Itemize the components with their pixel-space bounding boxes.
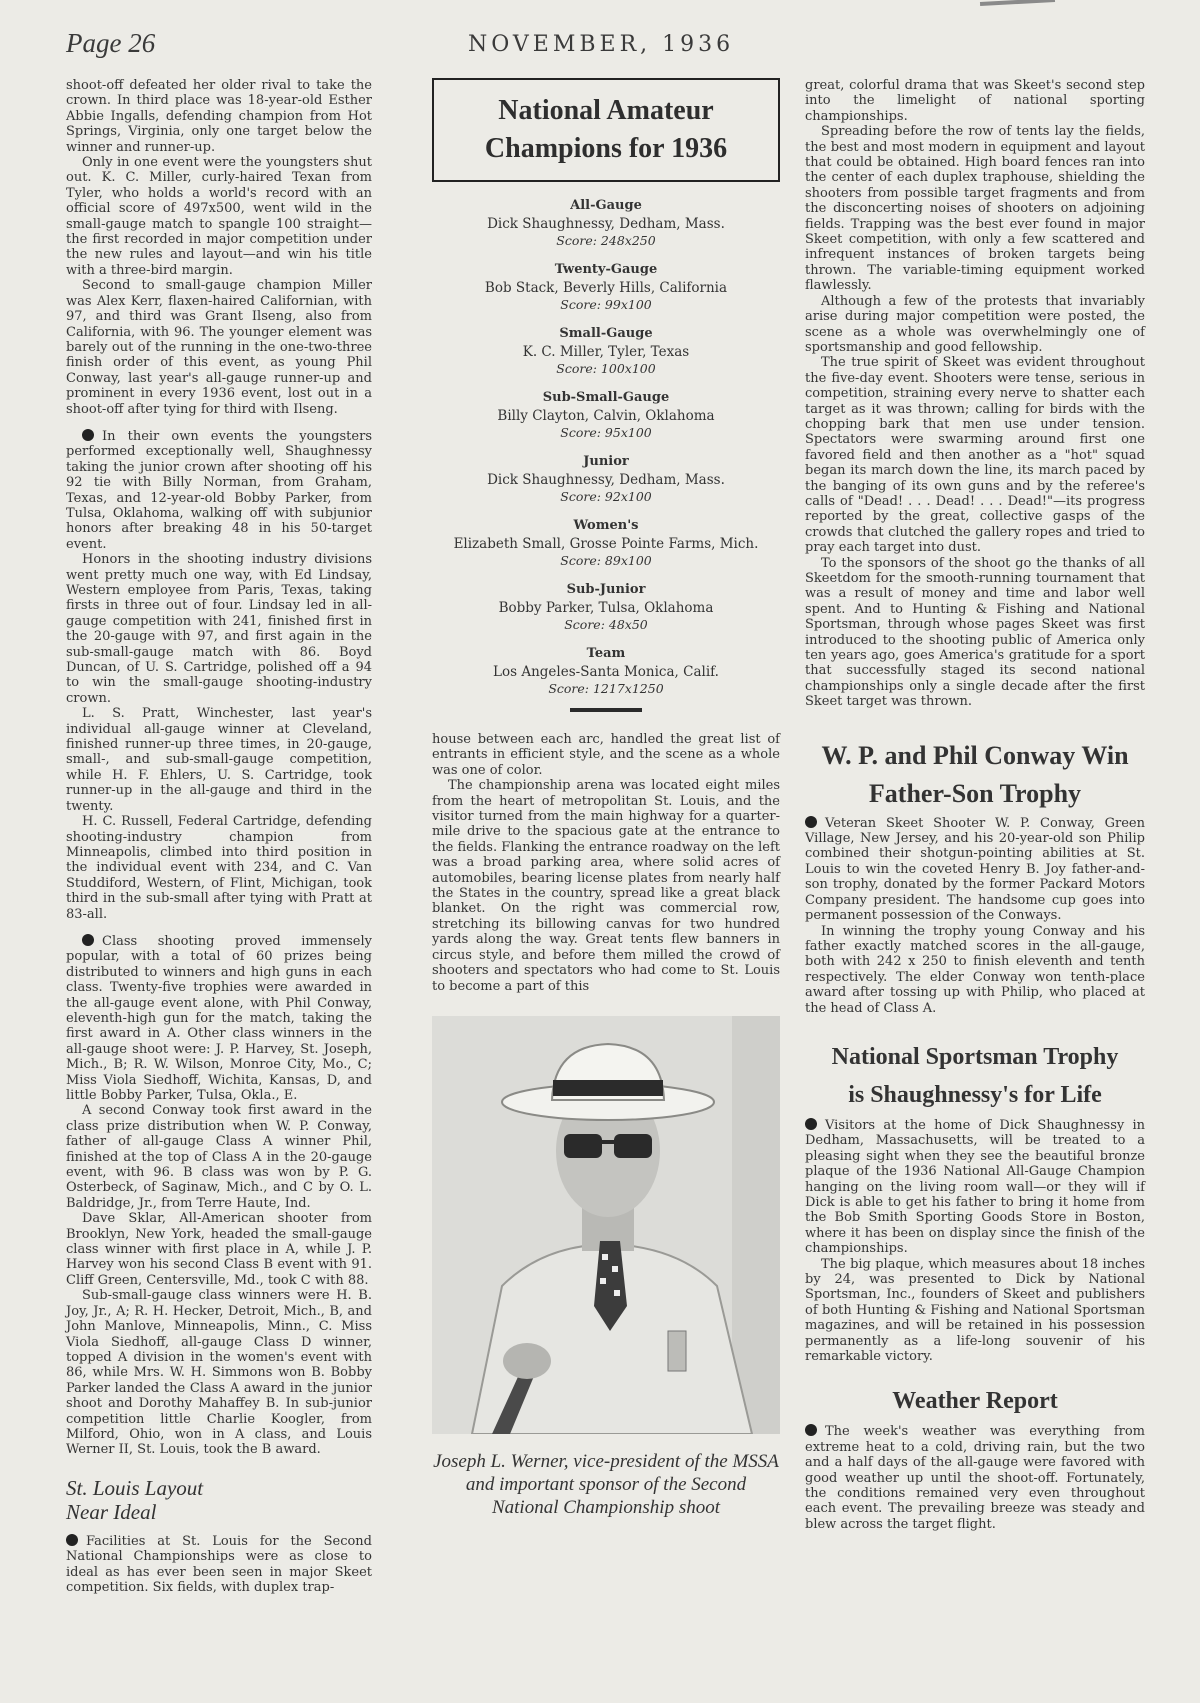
paragraph: L. S. Pratt, Winchester, last year's individual all-gauge winner at Cleveland, finished runner-up three times, in 20-gauge, small-, and sub-small-gauge competition, while H. F. Ehlers, U. S. Cartridge, took runner-up in the all-gauge and third in the twenty. [66, 706, 372, 814]
paragraph [66, 429, 372, 552]
category-name: All-Gauge [570, 198, 642, 213]
paragraph: To the sponsors of the shoot go the thanks of all Skeetdom for the smooth-running tournament that was a result of money and time and labor well spent. And to Hunting & Fishing and National Sportsman, through whose pages Skeet was first introduced to the shooting public of America only ten years ago, goes America's gratitude for a sport that successfully staged its second national championships only a single decade after the first Skeet target was thrown. [805, 555, 1145, 710]
middle-column [432, 78, 780, 1519]
champion-entry [432, 580, 780, 632]
category-name: Junior [583, 454, 629, 469]
champions-list [432, 196, 780, 696]
champion-entry [432, 196, 780, 248]
paragraph: The big plaque, which measures about 18 inches by 24, was presented to Dick by National Sportsman, Inc., founders of Skeet and publishers of both Hunting & Fishing and National Sportsman magazines, and will be retained in his possession permanently as a life-long souvenir of his remarkable victory. [805, 1256, 1145, 1365]
champion-score: Score: 89x100 [560, 553, 652, 568]
paragraph: great, colorful drama that was Skeet's second step into the limelight of national sporting championships. [805, 78, 1145, 124]
champion-entry [432, 260, 780, 312]
paragraph: H. C. Russell, Federal Cartridge, defending shooting-industry champion from Minneapolis, climbed into third position in the individual event with 234, and C. Van Studdiford, Western, of Flint, Michigan, took third in the sub-small after tying with Pratt at 83-all. [66, 814, 372, 922]
paragraph: Dave Sklar, All-American shooter from Brooklyn, New York, headed the small-gauge class winner with first place in A, while J. P. Harvey won his second Class B event with 91. Cliff Green, Centersville, Md., took C with 88. [66, 1211, 372, 1288]
edge-mark [980, 0, 1055, 6]
subhead-line: St. Louis Layout [66, 1475, 204, 1500]
section-heading: National Sportsman Trophy [831, 1043, 1119, 1070]
subhead-line: Near Ideal [66, 1499, 157, 1524]
section-heading: Father-Son Trophy [868, 778, 1082, 808]
bullet-icon [805, 1118, 817, 1130]
paragraph: Only in one event were the youngsters shut out. K. C. Miller, curly-haired Texan from Tyler, who holds a world's record with an official score of 497x500, went wild in the small-gauge match to spangle 100 straight—the first recorded in major competition under the new rules and layout—and win his title with a three-bird margin. [66, 155, 372, 278]
champions-box [432, 78, 780, 182]
champion-name: Elizabeth Small, Grosse Pointe Farms, Mich. [453, 536, 759, 552]
champion-entry [432, 516, 780, 568]
champion-name: Dick Shaughnessy, Dedham, Mass. [487, 216, 725, 232]
paragraph-text: Facilities at St. Louis for the Second National Championships were as close to ideal as has ever been seen in major Skeet competition. Six fields, with duplex trap- [66, 1533, 372, 1595]
champion-entry [432, 388, 780, 440]
champion-score: Score: 48x50 [564, 617, 648, 632]
champion-score: Score: 1217x1250 [548, 681, 664, 696]
bullet-icon [805, 816, 817, 828]
divider-rule [570, 708, 642, 712]
portrait-photo [432, 1016, 780, 1434]
champion-name: Billy Clayton, Calvin, Oklahoma [497, 408, 715, 424]
champion-name: Los Angeles-Santa Monica, Calif. [493, 664, 719, 680]
paragraph-text: The week's weather was everything from extreme heat to a cold, driving rain, but the two and a half days of the all-gauge were favored with good weather up until the shoot-off. Fortunately, the conditions remained very even throughout each event. The prevailing breeze was steady and blew across the target flight. [805, 1424, 1145, 1532]
champion-entry [432, 324, 780, 376]
bullet-icon [66, 1534, 78, 1546]
paragraph [805, 1118, 1145, 1257]
champions-title: Champions for 1936 [484, 133, 728, 164]
section-heading: Weather Report [892, 1388, 1058, 1415]
champion-score: Score: 92x100 [560, 489, 652, 504]
champion-name: Bob Stack, Beverly Hills, California [484, 280, 728, 296]
paragraph: The championship arena was located eight miles from the heart of metropolitan St. Louis, and the visitor turned from the main highway for a quarter-mile drive to the spacious gate at the entrance to the fields. Flanking the entrance roadway on the left was a broad parking area, where solid acres of automobiles, bearing license plates from nearly half the States in the country, spread like a great black blanket. On the right was commercial row, stretching its billowing canvas for two hundred yards along the way. Great tents flew banners in circus style, and before them milled the crowd of shooters and spectators who had come to St. Louis to become a part of this [432, 778, 780, 994]
category-name: Sub-Small-Gauge [542, 390, 670, 405]
paragraph-text: Visitors at the home of Dick Shaughnessy in Dedham, Massachusetts, will be treated to a pleasing sight when they see the beautiful bronze plaque of the 1936 National All-Gauge Champion hanging on the living room wall—or they will if Dick is able to get his father to bring it home from the Bob Smith Sporting Goods Store in Boston, where it has been on display since the finish of the championships. [805, 1117, 1145, 1257]
category-name: Twenty-Gauge [554, 262, 658, 277]
champion-name: Dick Shaughnessy, Dedham, Mass. [487, 472, 725, 488]
issue-date: NOVEMBER, 1936 [468, 32, 735, 57]
portrait-illustration [432, 1016, 780, 1434]
paragraph: A second Conway took first award in the class prize distribution when W. P. Conway, father of all-gauge Class A winner Phil, finished at the top of Class A in the 20-gauge event, with 96. B class was won by P. G. Osterbeck, of Saginaw, Mich., and C by O. L. Baldridge, Jr., from Terre Haute, Ind. [66, 1103, 372, 1211]
right-column [805, 78, 1145, 1532]
photo-caption: Joseph L. Werner, vice-president of the MSSA and important sponsor of the Second National Championship shoot [433, 1450, 779, 1518]
paragraph: The true spirit of Skeet was evident throughout the five-day event. Shooters were tense, serious in competition, straining every nerve to shatter each target as it was thrown; calling for birds with the chopping bark that men use under tension. Spectators were swarming around first one favored field and then another as a "hot" squad began its march down the line, its march paced by the banging of its own guns and by the referee's calls of "Dead! . . . Dead! . . . Dead!"—its progress reported by the great, collective gasps of the crowds that clutched the gallery ropes and tried to pray each target into dust. [805, 355, 1145, 556]
paragraph-text: Veteran Skeet Shooter W. P. Conway, Green Village, New Jersey, and his 20-year-old son Philip combined their shotgun-pointing abilities at St. Louis to win the coveted Henry B. Joy father-and-son trophy, donated by the former Packard Motors Company president. The handsome cup goes into permanent possession of the Conways. [805, 815, 1145, 924]
paragraph: Second to small-gauge champion Miller was Alex Kerr, flaxen-haired Californian, with 97, and third was Grant Ilseng, also from California, with 96. The younger element was barely out of the running in the one-two-three finish order of this event, as young Phil Conway, last year's all-gauge runner-up and prominent in every 1936 event, lost out in a shoot-off after tying for third with Ilseng. [66, 278, 372, 417]
champion-name: Bobby Parker, Tulsa, Oklahoma [498, 600, 714, 616]
category-name: Sub-Junior [566, 582, 646, 597]
champions-title: National Amateur [498, 95, 714, 126]
champion-score: Score: 100x100 [556, 361, 656, 376]
bullet-icon [82, 934, 94, 946]
category-name: Team [586, 646, 626, 661]
champion-score: Score: 248x250 [556, 233, 656, 248]
paragraph: shoot-off defeated her older rival to take the crown. In third place was 18-year-old Esther Abbie Ingalls, defending champion from Hot Springs, Virginia, only one target below the winner and runner-up. [66, 78, 372, 155]
paragraph-text: Class shooting proved immensely popular, with a total of 60 prizes being distributed to winners and high guns in each class. Twenty-five trophies were awarded in the all-gauge event alone, with Phil Conway, eleventh-high gun for the match, taking the first award in A. Other class winners in the all-gauge shoot were: J. P. Harvey, St. Joseph, Mich., B; R. W. Wilson, Monroe City, Mo., C; Miss Viola Siedhoff, Wichita, Kansas, D, and little Bobby Parker, Tulsa, Okla., E. [66, 933, 372, 1103]
category-name: Small-Gauge [559, 326, 653, 341]
paragraph-text: In their own events the youngsters performed exceptionally well, Shaughnessy taking the junior crown after shooting off his 92 tie with Billy Norman, from Graham, Texas, and 12-year-old Bobby Parker, from Tulsa, Oklahoma, walking off with subjunior honors after breaking 48 in his 50-target event. [66, 428, 372, 552]
section-subhead [66, 1476, 372, 1524]
champion-name: K. C. Miller, Tyler, Texas [522, 344, 690, 360]
paragraph: house between each arc, handled the great list of entrants in efficient style, and the scene as a whole was one of color. [432, 732, 780, 778]
paragraph [805, 816, 1145, 924]
section-heading: is Shaughnessy's for Life [848, 1081, 1102, 1108]
paragraph: Spreading before the row of tents lay the fields, the best and most modern in equipment and layout that could be obtained. High board fences ran into the center of each duplex traphouse, shielding the shooters from possible target fragments and from the disconcerting noises of shooters on adjoining fields. Trapping was the best ever found in major Skeet competition, with only a few scattered and infrequent instances of broken targets being thrown. The variable-timing equipment worked flawlessly. [805, 124, 1145, 294]
champion-entry [432, 452, 780, 504]
left-column [66, 78, 372, 1595]
champion-score: Score: 99x100 [560, 297, 652, 312]
paragraph: Sub-small-gauge class winners were H. B. Joy, Jr., A; R. H. Hecker, Detroit, Mich., B, and John Manlove, Minneapolis, Minn., C. Miss Viola Siedhoff, all-gauge Class D winner, topped A division in the women's event with 86, while Mrs. W. H. Simmons won B. Bobby Parker landed the Class A award in the junior shoot and Dorothy Mahaffey B. In sub-junior competition little Charlie Koogler, from Milford, Ohio, won in A class, and Louis Werner II, St. Louis, took the B award. [66, 1288, 372, 1458]
paragraph: Honors in the shooting industry divisions went pretty much one way, with Ed Lindsay, Western employee from Paris, Texas, taking firsts in three out of four. Lindsay led in all-gauge competition with 241, finished first in the 20-gauge with 97, and first again in the sub-small-gauge match with 86. Boyd Duncan, of U. S. Cartridge, polished off a 94 to win the small-gauge shooting-industry crown. [66, 552, 372, 706]
paragraph [66, 934, 372, 1103]
champion-score: Score: 95x100 [560, 425, 652, 440]
paragraph: Although a few of the protests that invariably arise during major competition were posted, the scene as a whole was overwhelmingly one of sportsmanship and good fellowship. [805, 293, 1145, 355]
page-number: Page 26 [66, 28, 156, 58]
champion-entry [432, 644, 780, 696]
section-heading: W. P. and Phil Conway Win [821, 740, 1129, 770]
paragraph [66, 1534, 372, 1596]
bullet-icon [805, 1424, 817, 1436]
bullet-icon [82, 429, 94, 441]
paragraph: In winning the trophy young Conway and his father exactly matched scores in the all-gauge, both with 242 x 250 to finish eleventh and tenth respectively. The elder Conway won tenth-place award after tossing up with Philip, who placed at the head of Class A. [805, 923, 1145, 1016]
category-name: Women's [573, 518, 639, 533]
paragraph [805, 1424, 1145, 1532]
